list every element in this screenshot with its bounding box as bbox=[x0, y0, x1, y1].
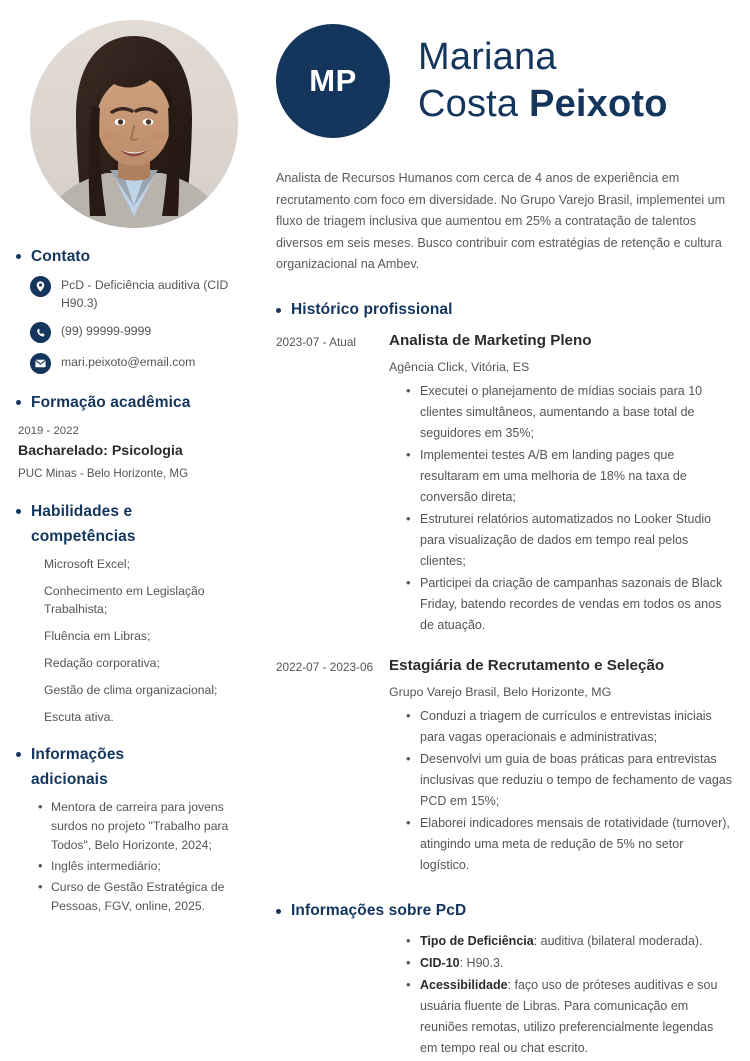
list-item: Redação corporativa; bbox=[44, 656, 160, 670]
pcd-value: : faço uso de próteses auditivas e sou usuária fluente de Libras. Para comunicação em reuniões remotas, utilizo preferencialmente legendas em tempo real ou chat escrito. bbox=[420, 977, 718, 1055]
education-date: 2019 - 2022 bbox=[18, 425, 79, 437]
page-title bbox=[418, 34, 668, 128]
list-item: • Executei o planejamento de mídias sociais para 10 clientes simultâneos, aumentando a base total de seguidores em 35%; bbox=[406, 381, 734, 444]
name-last: Peixoto bbox=[529, 83, 668, 125]
section-heading-contact bbox=[16, 244, 252, 269]
bullet-dot-icon bbox=[16, 400, 21, 405]
list-item bbox=[406, 953, 734, 974]
education-school: PUC Minas - Belo Horizonte, MG bbox=[18, 467, 189, 480]
bullet-dot-icon bbox=[16, 752, 21, 757]
experience-job-title: Estagiária de Recrutamento e Seleção bbox=[389, 656, 665, 674]
skills-title: Habilidades e competências bbox=[31, 503, 136, 545]
experience-body bbox=[389, 655, 734, 877]
experience-body bbox=[389, 330, 734, 637]
list-item: Escuta ativa. bbox=[44, 710, 114, 724]
list-item: • Implementei testes A/B em landing pages que resultaram em uma melhoria de 18% na taxa de conversão direta; bbox=[406, 445, 734, 508]
list-item: • Curso de Gestão Estratégica de Pessoas, FGV, online, 2025. bbox=[36, 878, 252, 916]
experience-bullets bbox=[389, 381, 734, 636]
pcd-label: Tipo de Deficiência bbox=[420, 933, 534, 948]
portrait-illustration bbox=[30, 20, 238, 228]
list-item: • Elaborei indicadores mensais de rotatividade (turnover), atingindo uma meta de redução de 5% no setor logístico. bbox=[406, 813, 734, 876]
experience-entry bbox=[276, 655, 734, 877]
experience-entry bbox=[276, 330, 734, 637]
sidebar bbox=[16, 18, 266, 1061]
list-item: Fluência em Libras; bbox=[44, 629, 151, 643]
envelope-icon bbox=[30, 353, 51, 374]
experience-job-title: Analista de Marketing Pleno bbox=[389, 331, 592, 349]
section-heading-experience bbox=[276, 298, 734, 322]
skills-list bbox=[16, 555, 252, 726]
section-heading-pcd-info bbox=[276, 899, 734, 923]
experience-date: 2022-07 - 2023-06 bbox=[276, 659, 374, 674]
education-degree bbox=[18, 441, 252, 462]
main-content bbox=[266, 18, 734, 1061]
pcd-value: : auditiva (bilateral moderada). bbox=[533, 933, 703, 948]
education-degree-bold: Bacharelado bbox=[18, 443, 104, 459]
bullet-dot-icon bbox=[16, 254, 21, 259]
additional-info-list bbox=[16, 798, 252, 916]
contact-list bbox=[16, 275, 252, 374]
section-heading-skills bbox=[16, 499, 252, 549]
experience-bullets bbox=[389, 706, 734, 876]
list-item: • Desenvolvi um guia de boas práticas para entrevistas inclusivas que reduziu o tempo de fechamento de vagas PCD em 15%; bbox=[406, 749, 734, 812]
section-heading-education bbox=[16, 390, 252, 415]
contact-item-email[interactable] bbox=[30, 352, 252, 374]
pcd-info-title: Informações sobre PcD bbox=[291, 901, 467, 919]
section-heading-additional-info bbox=[16, 742, 252, 792]
experience-company: Grupo Varejo Brasil, Belo Horizonte, MG bbox=[389, 684, 612, 699]
list-item: Microsoft Excel; bbox=[44, 557, 131, 571]
contact-email-text: mari.peixoto@email.com bbox=[61, 355, 196, 369]
list-item: • Participei da criação de campanhas sazonais de Black Friday, batendo recordes de vendas em todos os anos de atuação. bbox=[406, 573, 734, 636]
contact-phone-text: (99) 99999-9999 bbox=[61, 324, 152, 338]
list-item: Gestão de clima organizacional; bbox=[44, 683, 218, 697]
education-title: Formação acadêmica bbox=[31, 394, 191, 411]
contact-item-phone[interactable] bbox=[30, 321, 252, 343]
education-entry bbox=[16, 423, 252, 483]
experience-company: Agência Click, Vitória, ES bbox=[389, 359, 530, 374]
name-second bbox=[418, 81, 668, 128]
profile-summary: Analista de Recursos Humanos com cerca de 4 anos de experiência em recrutamento com foco em diversidade. No Grupo Varejo Brasil, implementei um fluxo de triagem inclusiva que aumentou em 25% a contratação de talentos diversos em seis meses. Busco contribuir com estratégias de retenção e cultura organizacional na Ambev. bbox=[276, 171, 726, 271]
name-header bbox=[276, 22, 734, 140]
bullet-dot-icon bbox=[276, 909, 281, 914]
list-item bbox=[406, 931, 734, 952]
list-item bbox=[406, 975, 734, 1059]
list-item: • Mentora de carreira para jovens surdos no projeto "Trabalho para Todos", Belo Horizonte, 2024; bbox=[36, 798, 252, 855]
list-item: • Estruturei relatórios automatizados no Looker Studio para visualização de dados em tempo real pelos clientes; bbox=[406, 509, 734, 572]
contact-location-text: PcD - Deficiência auditiva (CID H90.3) bbox=[61, 278, 229, 310]
pcd-value: : H90.3. bbox=[459, 955, 504, 970]
contact-item-location[interactable] bbox=[30, 275, 252, 312]
initials-badge: MP bbox=[276, 24, 390, 138]
contact-title: Contato bbox=[31, 248, 91, 265]
pcd-label: CID-10 bbox=[420, 955, 460, 970]
experience-date: 2023-07 - Atual bbox=[276, 334, 357, 349]
map-pin-icon bbox=[30, 276, 51, 297]
experience-title: Histórico profissional bbox=[291, 300, 453, 318]
list-item: • Conduzi a triagem de currículos e entrevistas iniciais para vagas operacionais e administrativas; bbox=[406, 706, 734, 748]
bullet-dot-icon bbox=[276, 308, 281, 313]
pcd-label: Acessibilidade bbox=[420, 977, 508, 992]
list-item: Conhecimento em Legislação Trabalhista; bbox=[44, 584, 205, 616]
name-first: Mariana bbox=[418, 36, 557, 78]
list-item: • Inglês intermediário; bbox=[36, 857, 252, 876]
profile-photo bbox=[30, 20, 238, 228]
pcd-info-list bbox=[276, 931, 734, 1059]
name-middle: Costa bbox=[418, 83, 530, 125]
additional-info-title: Informações adicionais bbox=[31, 746, 125, 788]
bullet-dot-icon bbox=[16, 509, 21, 514]
phone-icon bbox=[30, 322, 51, 343]
education-degree-rest: : Psicologia bbox=[103, 443, 183, 459]
